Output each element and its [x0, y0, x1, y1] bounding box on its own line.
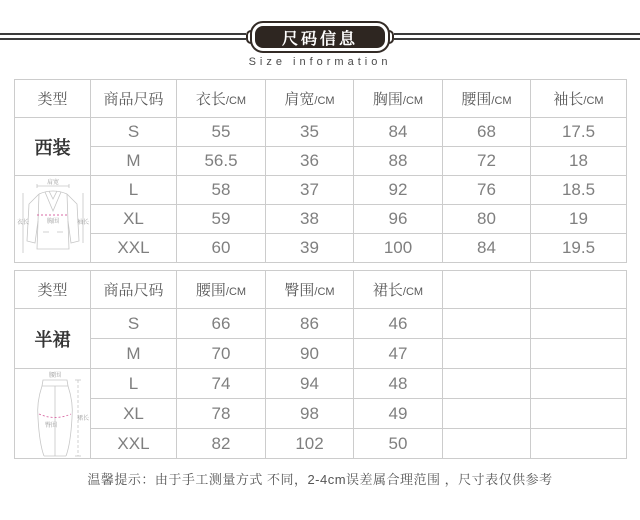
skirt-label-length: 裙长: [76, 415, 89, 422]
table-row: [15, 176, 627, 205]
size-cell: XXL: [91, 429, 177, 459]
header-clothing-length: 衣长/CM: [177, 80, 266, 118]
header-skirt-length: 裙长/CM: [354, 271, 443, 309]
skirt-label-hip: 臀围: [44, 422, 57, 429]
header-waist: 腰围/CM: [177, 271, 266, 309]
value-cell: 70: [177, 339, 266, 369]
empty-cell: [531, 339, 627, 369]
value-cell: 50: [354, 429, 443, 459]
suit-label-shoulder: 肩宽: [46, 179, 59, 186]
table-row: [15, 309, 627, 339]
table-header-row: [15, 271, 627, 309]
size-cell: XL: [91, 205, 177, 234]
value-cell: 55: [177, 118, 266, 147]
value-cell: 84: [354, 118, 443, 147]
skirt-diagram: [15, 369, 91, 459]
value-cell: 49: [354, 399, 443, 429]
header-size: 商品尺码: [91, 80, 177, 118]
value-cell: 37: [266, 176, 354, 205]
empty-cell: [531, 369, 627, 399]
value-cell: 46: [354, 309, 443, 339]
value-cell: 84: [443, 234, 531, 263]
value-cell: 17.5: [531, 118, 627, 147]
header-empty: [531, 271, 627, 309]
value-cell: 19.5: [531, 234, 627, 263]
size-cell: S: [91, 118, 177, 147]
size-cell: L: [91, 369, 177, 399]
header-size: 商品尺码: [91, 271, 177, 309]
header-type: 类型: [15, 80, 91, 118]
empty-cell: [531, 429, 627, 459]
table-row: [15, 339, 627, 369]
garment-type-skirt: 半裙: [15, 309, 91, 369]
value-cell: 18.5: [531, 176, 627, 205]
value-cell: 102: [266, 429, 354, 459]
size-cell: XXL: [91, 234, 177, 263]
value-cell: 76: [443, 176, 531, 205]
value-cell: 48: [354, 369, 443, 399]
header-rule-right: [394, 33, 640, 40]
empty-cell: [531, 399, 627, 429]
value-cell: 68: [443, 118, 531, 147]
value-cell: 36: [266, 147, 354, 176]
table-row: [15, 399, 627, 429]
value-cell: 58: [177, 176, 266, 205]
table-row: [15, 118, 627, 147]
table-row: [15, 205, 627, 234]
empty-cell: [443, 429, 531, 459]
value-cell: 38: [266, 205, 354, 234]
page-title: 尺码信息: [255, 26, 385, 48]
header-waist: 腰围/CM: [443, 80, 531, 118]
header-type: 类型: [15, 271, 91, 309]
value-cell: 39: [266, 234, 354, 263]
value-cell: 82: [177, 429, 266, 459]
skirt-label-waist: 腰围: [48, 372, 61, 379]
empty-cell: [443, 369, 531, 399]
value-cell: 60: [177, 234, 266, 263]
value-cell: 80: [443, 205, 531, 234]
value-cell: 100: [354, 234, 443, 263]
garment-type-suit: 西装: [15, 118, 91, 176]
value-cell: 19: [531, 205, 627, 234]
table-row: [15, 234, 627, 263]
value-cell: 47: [354, 339, 443, 369]
value-cell: 74: [177, 369, 266, 399]
size-info-badge: [250, 21, 390, 53]
header-shoulder-width: 肩宽/CM: [266, 80, 354, 118]
value-cell: 72: [443, 147, 531, 176]
page-subtitle: Size information: [248, 56, 392, 68]
value-cell: 59: [177, 205, 266, 234]
measurement-tip: 温馨提示：由于手工测量方式 不同，2-4cm误差属合理范围 ，尺寸表仅供参考: [87, 472, 553, 487]
size-cell: M: [91, 147, 177, 176]
value-cell: 94: [266, 369, 354, 399]
value-cell: 90: [266, 339, 354, 369]
header-rule-left: [0, 33, 246, 40]
table-row: [15, 147, 627, 176]
skirt-size-table: [14, 270, 627, 459]
size-cell: L: [91, 176, 177, 205]
empty-cell: [443, 309, 531, 339]
size-cell: S: [91, 309, 177, 339]
header-bust: 胸围/CM: [354, 80, 443, 118]
value-cell: 92: [354, 176, 443, 205]
value-cell: 78: [177, 399, 266, 429]
table-row: [15, 429, 627, 459]
value-cell: 98: [266, 399, 354, 429]
value-cell: 66: [177, 309, 266, 339]
empty-cell: [531, 309, 627, 339]
value-cell: 18: [531, 147, 627, 176]
suit-diagram: [15, 176, 91, 263]
suit-size-table: [14, 79, 627, 263]
size-cell: XL: [91, 399, 177, 429]
header-empty: [443, 271, 531, 309]
suit-label-bust: 胸围: [46, 218, 59, 225]
header-sleeve-length: 袖长/CM: [531, 80, 627, 118]
value-cell: 86: [266, 309, 354, 339]
empty-cell: [443, 339, 531, 369]
value-cell: 35: [266, 118, 354, 147]
table-header-row: [15, 80, 627, 118]
table-row: [15, 369, 627, 399]
empty-cell: [443, 399, 531, 429]
header-hip: 臀围/CM: [266, 271, 354, 309]
value-cell: 88: [354, 147, 443, 176]
suit-label-sleeve: 袖长: [76, 219, 89, 226]
suit-label-length: 衣长: [16, 219, 29, 226]
value-cell: 96: [354, 205, 443, 234]
size-cell: M: [91, 339, 177, 369]
value-cell: 56.5: [177, 147, 266, 176]
